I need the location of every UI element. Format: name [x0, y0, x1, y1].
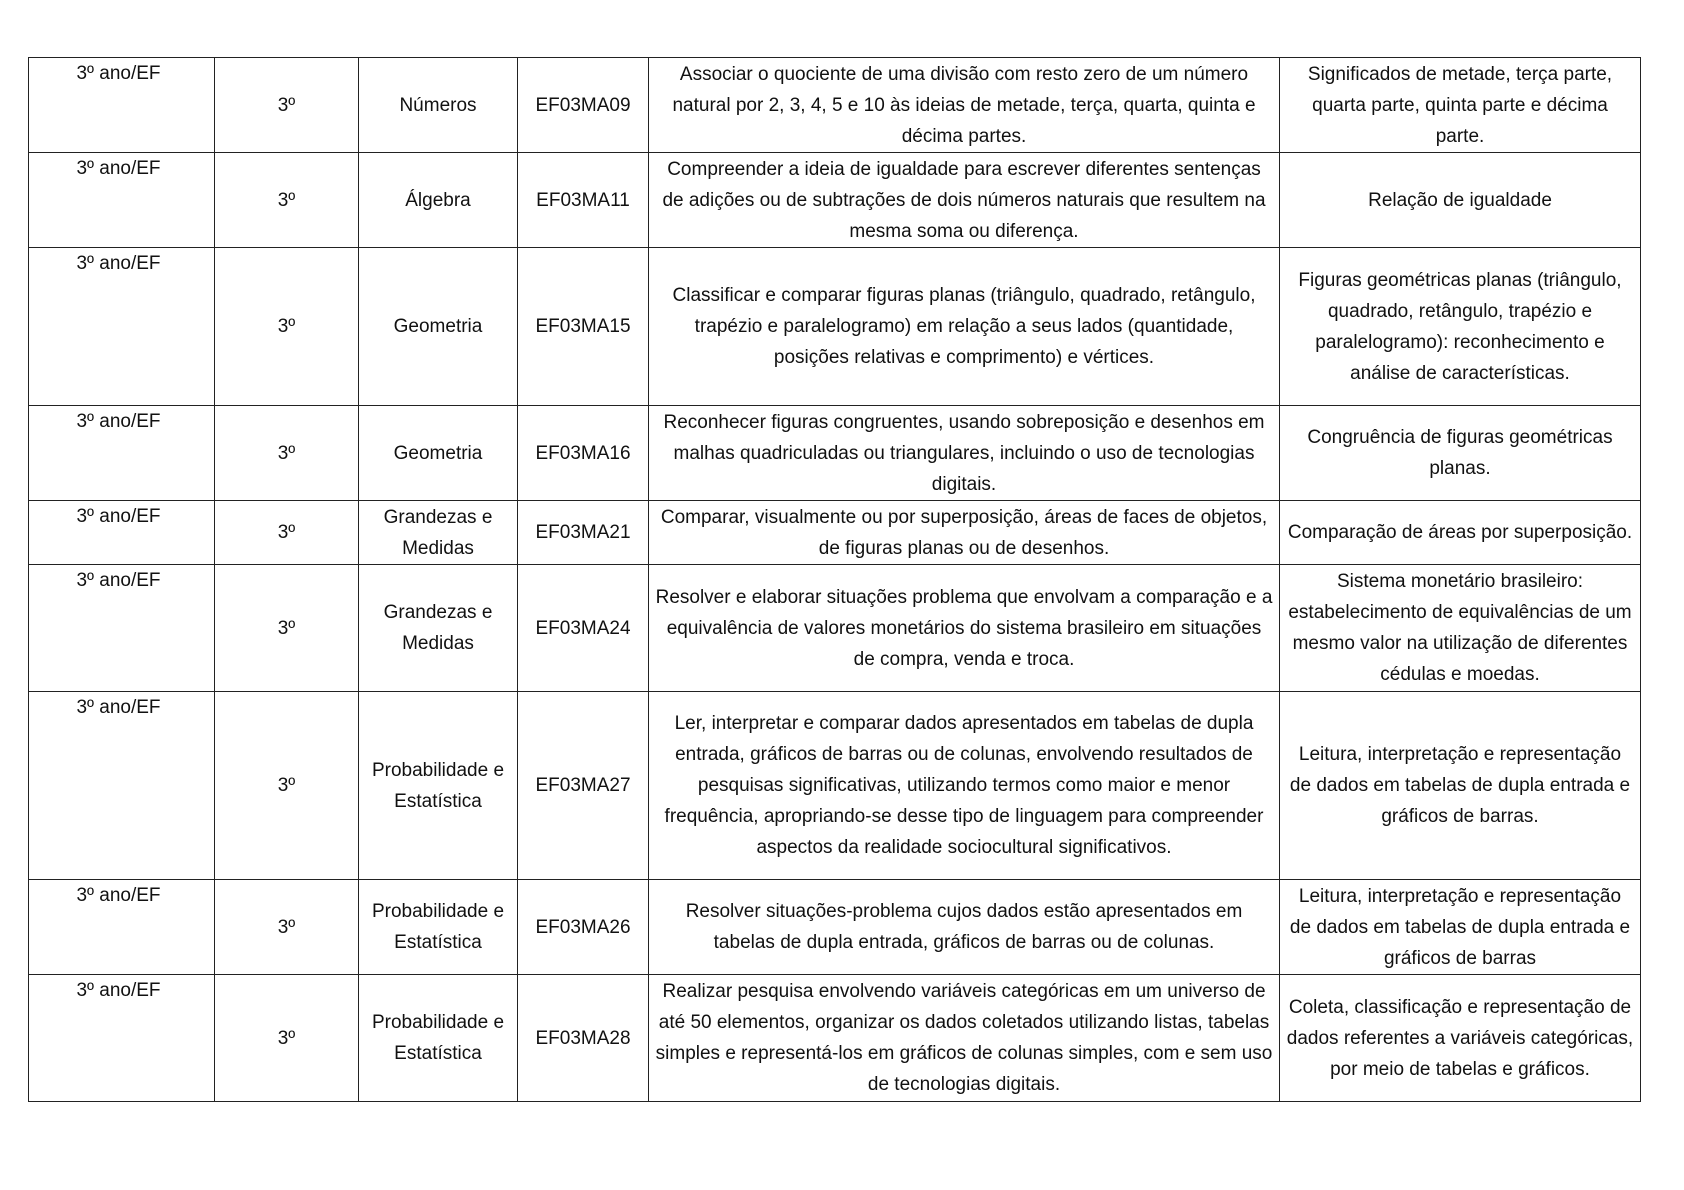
- thematic-unit-cell: Geometria: [359, 248, 518, 406]
- table-row: [29, 692, 1641, 880]
- knowledge-object-cell: Sistema monetário brasileiro: estabelecimento de equivalências de um mesmo valor na utilização de diferentes cédulas e moedas.: [1280, 565, 1641, 692]
- skill-code-cell: EF03MA09: [518, 58, 649, 153]
- curriculum-table: [28, 57, 1641, 1102]
- skill-description-cell: Classificar e comparar figuras planas (triângulo, quadrado, retângulo, trapézio e paralelogramo) em relação a seus lados (quantidade, posições relativas e comprimento) e vértices.: [649, 248, 1280, 406]
- skill-code-cell: EF03MA16: [518, 406, 649, 501]
- knowledge-object-cell: Congruência de figuras geométricas planas.: [1280, 406, 1641, 501]
- knowledge-object-cell: Relação de igualdade: [1280, 153, 1641, 248]
- thematic-unit-cell: Números: [359, 58, 518, 153]
- skill-description-cell: Reconhecer figuras congruentes, usando sobreposição e desenhos em malhas quadriculadas ou triangulares, incluindo o uso de tecnologias digitais.: [649, 406, 1280, 501]
- knowledge-object-cell: Comparação de áreas por superposição.: [1280, 501, 1641, 565]
- table-row: [29, 248, 1641, 406]
- knowledge-object-cell: Leitura, interpretação e representação de dados em tabelas de dupla entrada e gráficos de barras.: [1280, 692, 1641, 880]
- year-cell: 3º ano/EF: [29, 501, 215, 565]
- grade-cell: 3º: [215, 565, 359, 692]
- thematic-unit-cell: Probabilidade e Estatística: [359, 975, 518, 1102]
- knowledge-object-cell: Coleta, classificação e representação de dados referentes a variáveis categóricas, por meio de tabelas e gráficos.: [1280, 975, 1641, 1102]
- knowledge-object-cell: Significados de metade, terça parte, quarta parte, quinta parte e décima parte.: [1280, 58, 1641, 153]
- skill-description-cell: Comparar, visualmente ou por superposição, áreas de faces de objetos, de figuras planas ou de desenhos.: [649, 501, 1280, 565]
- thematic-unit-cell: Geometria: [359, 406, 518, 501]
- table-row: [29, 880, 1641, 975]
- grade-cell: 3º: [215, 975, 359, 1102]
- grade-cell: 3º: [215, 58, 359, 153]
- knowledge-object-cell: Figuras geométricas planas (triângulo, quadrado, retângulo, trapézio e paralelogramo): reconhecimento e análise de características.: [1280, 248, 1641, 406]
- table-row: [29, 58, 1641, 153]
- year-cell: 3º ano/EF: [29, 248, 215, 406]
- thematic-unit-cell: Probabilidade e Estatística: [359, 880, 518, 975]
- thematic-unit-cell: Probabilidade e Estatística: [359, 692, 518, 880]
- skill-code-cell: EF03MA15: [518, 248, 649, 406]
- skill-code-cell: EF03MA28: [518, 975, 649, 1102]
- year-cell: 3º ano/EF: [29, 153, 215, 248]
- skill-code-cell: EF03MA11: [518, 153, 649, 248]
- grade-cell: 3º: [215, 248, 359, 406]
- table-row: [29, 406, 1641, 501]
- table-row: [29, 565, 1641, 692]
- table-row: [29, 153, 1641, 248]
- skill-description-cell: Compreender a ideia de igualdade para escrever diferentes sentenças de adições ou de subtrações de dois números naturais que resultem na mesma soma ou diferença.: [649, 153, 1280, 248]
- table-row: [29, 975, 1641, 1102]
- skill-code-cell: EF03MA21: [518, 501, 649, 565]
- year-cell: 3º ano/EF: [29, 406, 215, 501]
- skill-description-cell: Resolver e elaborar situações problema que envolvam a comparação e a equivalência de valores monetários do sistema brasileiro em situações de compra, venda e troca.: [649, 565, 1280, 692]
- year-cell: 3º ano/EF: [29, 58, 215, 153]
- year-cell: 3º ano/EF: [29, 975, 215, 1102]
- grade-cell: 3º: [215, 501, 359, 565]
- year-cell: 3º ano/EF: [29, 880, 215, 975]
- skill-code-cell: EF03MA27: [518, 692, 649, 880]
- thematic-unit-cell: Grandezas e Medidas: [359, 565, 518, 692]
- grade-cell: 3º: [215, 153, 359, 248]
- grade-cell: 3º: [215, 880, 359, 975]
- curriculum-table-body: [29, 58, 1641, 1102]
- skill-code-cell: EF03MA26: [518, 880, 649, 975]
- knowledge-object-cell: Leitura, interpretação e representação de dados em tabelas de dupla entrada e gráficos de barras: [1280, 880, 1641, 975]
- skill-description-cell: Ler, interpretar e comparar dados apresentados em tabelas de dupla entrada, gráficos de barras ou de colunas, envolvendo resultados de pesquisas significativas, utilizando termos como maior e menor frequência, apropriando-se desse tipo de linguagem para compreender aspectos da realidade sociocultural significativos.: [649, 692, 1280, 880]
- skill-description-cell: Realizar pesquisa envolvendo variáveis categóricas em um universo de até 50 elementos, organizar os dados coletados utilizando listas, tabelas simples e representá-los em gráficos de colunas simples, com e sem uso de tecnologias digitais.: [649, 975, 1280, 1102]
- thematic-unit-cell: Álgebra: [359, 153, 518, 248]
- skill-description-cell: Resolver situações-problema cujos dados estão apresentados em tabelas de dupla entrada, gráficos de barras ou de colunas.: [649, 880, 1280, 975]
- table-row: [29, 501, 1641, 565]
- thematic-unit-cell: Grandezas e Medidas: [359, 501, 518, 565]
- skill-code-cell: EF03MA24: [518, 565, 649, 692]
- skill-description-cell: Associar o quociente de uma divisão com resto zero de um número natural por 2, 3, 4, 5 e 10 às ideias de metade, terça, quarta, quinta e décima partes.: [649, 58, 1280, 153]
- year-cell: 3º ano/EF: [29, 565, 215, 692]
- grade-cell: 3º: [215, 406, 359, 501]
- year-cell: 3º ano/EF: [29, 692, 215, 880]
- grade-cell: 3º: [215, 692, 359, 880]
